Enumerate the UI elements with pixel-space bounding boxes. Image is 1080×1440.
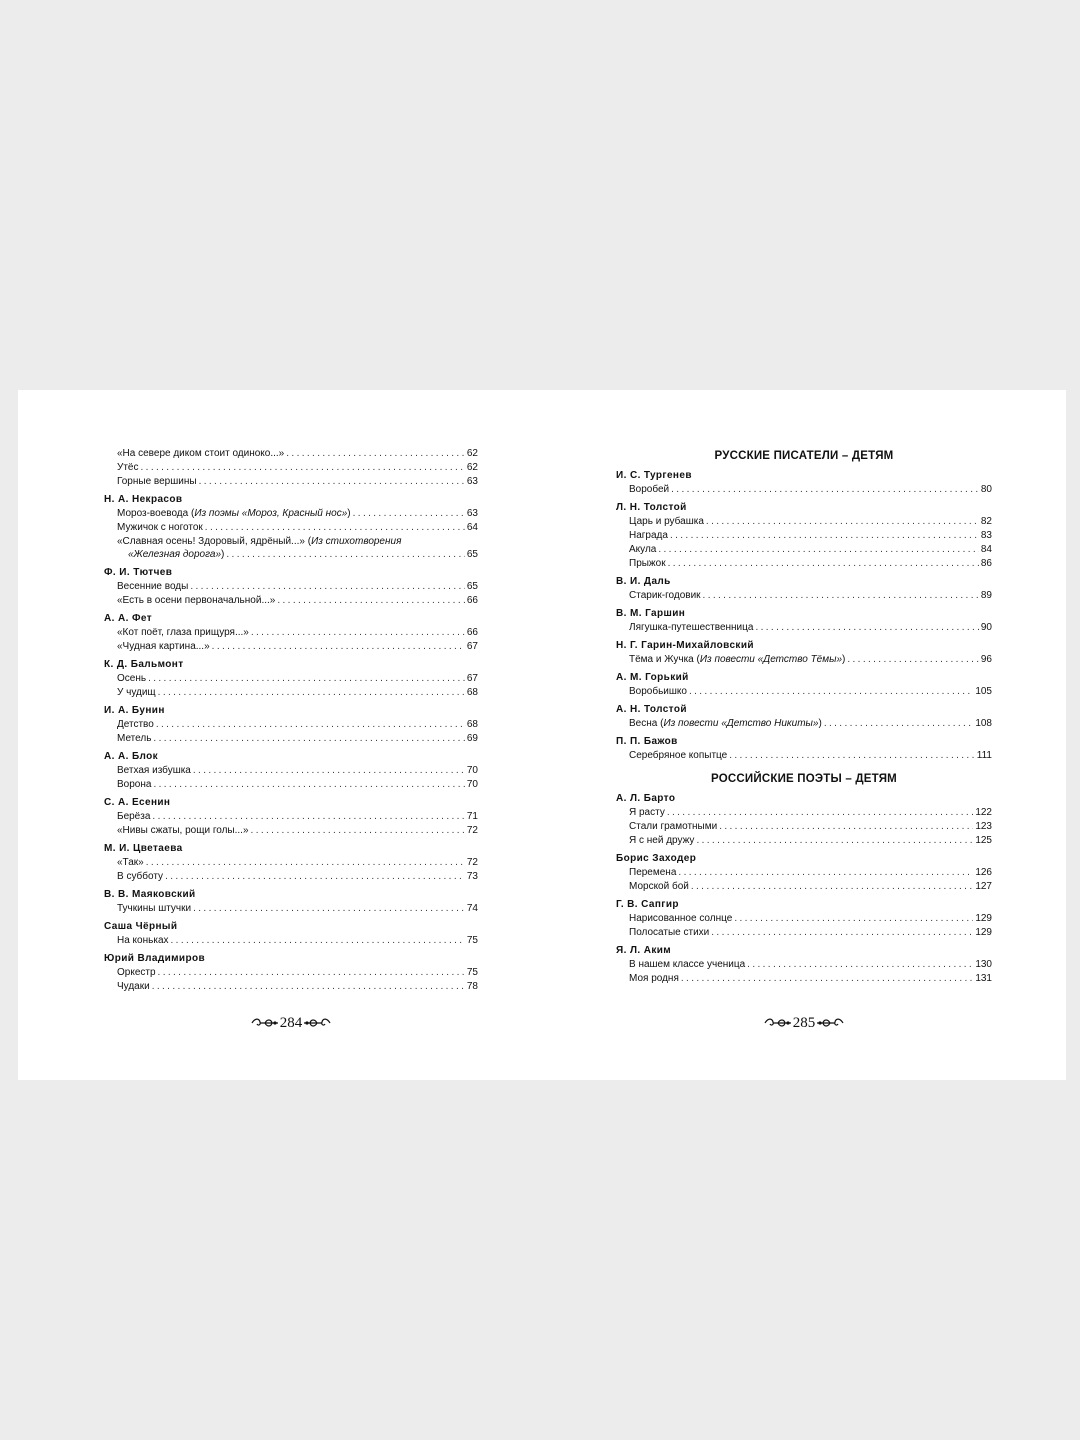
toc-entry	[104, 640, 478, 654]
entry-page: 86	[980, 558, 992, 569]
entry-title: Оркестр	[117, 967, 156, 978]
author-heading: П. П. Бажов	[616, 736, 678, 747]
toc-entry	[616, 958, 992, 972]
entry-page: 72	[466, 825, 478, 836]
entry-page: 66	[466, 595, 478, 606]
toc-entry	[104, 856, 478, 870]
dot-leader	[671, 483, 979, 497]
entry-title: Царь и рубашка	[629, 516, 704, 527]
toc-entry	[104, 521, 478, 535]
toc-entry	[104, 870, 478, 884]
toc-entry	[104, 580, 478, 594]
entry-page: 108	[975, 718, 992, 729]
entry-page: 129	[975, 913, 992, 924]
entry-title: Тёма и Жучка (Из повести «Детство Тёмы»)	[629, 654, 846, 665]
entry-page: 129	[975, 927, 992, 938]
entry-title: Утёс	[117, 462, 139, 473]
author-heading: А. М. Горький	[616, 672, 689, 683]
entry-page: 67	[466, 673, 478, 684]
entry-title: «Нивы сжаты, рощи голы...»	[117, 825, 249, 836]
flourish-left-icon	[764, 1017, 792, 1029]
toc-entry	[104, 810, 478, 824]
entry-page: 65	[466, 549, 478, 560]
dot-leader	[148, 672, 465, 686]
section-title: РУССКИЕ ПИСАТЕЛИ – ДЕТЯМ	[714, 450, 894, 462]
entry-title: Нарисованное солнце	[629, 913, 733, 924]
dot-leader	[158, 686, 465, 700]
entry-title: Осень	[117, 673, 147, 684]
dot-leader	[711, 926, 973, 940]
entry-title: Лягушка-путешественница	[629, 622, 754, 633]
dot-leader	[165, 870, 465, 884]
entry-title: «Так»	[117, 857, 144, 868]
toc-entry	[616, 717, 992, 731]
flourish-left-icon	[251, 1017, 279, 1029]
dot-leader	[193, 902, 465, 916]
flourish-right-icon	[816, 1017, 844, 1029]
dot-leader	[286, 447, 465, 461]
entry-page: 72	[466, 857, 478, 868]
entry-title: В субботу	[117, 871, 164, 882]
toc-entry	[104, 778, 478, 792]
toc-entry	[616, 557, 992, 571]
author-heading: Н. А. Некрасов	[104, 494, 183, 505]
entry-title: Мороз-воевода (Из поэмы «Мороз, Красный нос»)	[117, 508, 351, 519]
toc-entry	[104, 626, 478, 640]
dot-leader	[171, 934, 465, 948]
dot-leader	[667, 806, 973, 820]
entry-page: 82	[980, 516, 992, 527]
entry-title: Перемена	[629, 867, 677, 878]
author-heading: А. Н. Толстой	[616, 704, 687, 715]
entry-page: 90	[980, 622, 992, 633]
page-number-footer	[616, 1012, 992, 1032]
author-heading: Борис Заходер	[616, 853, 697, 864]
entry-page: 65	[466, 581, 478, 592]
toc-entry	[104, 764, 478, 778]
dot-leader	[205, 521, 465, 535]
entry-title: Воробьишко	[629, 686, 687, 697]
author-heading: В. В. Маяковский	[104, 889, 196, 900]
entry-page: 68	[466, 687, 478, 698]
entry-title: «На севере диком стоит одиноко...»	[117, 448, 285, 459]
entry-page: 63	[466, 476, 478, 487]
dot-leader	[153, 732, 464, 746]
entry-title: Полосатые стихи	[629, 927, 710, 938]
dot-leader	[847, 653, 979, 667]
dot-leader	[689, 685, 973, 699]
dot-leader	[226, 548, 464, 562]
dot-leader	[158, 966, 465, 980]
author-heading: Саша Чёрный	[104, 921, 178, 932]
entry-title: Ветхая избушка	[117, 765, 191, 776]
dot-leader	[755, 621, 978, 635]
dot-leader	[658, 543, 979, 557]
entry-title: Весенние воды	[117, 581, 189, 592]
entry-page: 69	[466, 733, 478, 744]
dot-leader	[251, 626, 465, 640]
entry-title: Я расту	[629, 807, 665, 818]
entry-title: Прыжок	[629, 558, 666, 569]
entry-title: Я с ней дружу	[629, 835, 695, 846]
dot-leader	[193, 764, 465, 778]
dot-leader	[696, 834, 973, 848]
dot-leader	[681, 972, 973, 986]
toc-entry	[616, 972, 992, 986]
toc-entry	[104, 718, 478, 732]
toc-entry	[616, 912, 992, 926]
entry-page: 63	[466, 508, 478, 519]
toc-entry	[616, 685, 992, 699]
entry-page: 62	[466, 462, 478, 473]
dot-leader	[353, 507, 465, 521]
author-heading: В. М. Гаршин	[616, 608, 686, 619]
entry-page: 62	[466, 448, 478, 459]
entry-title: «Чудная картина...»	[117, 641, 210, 652]
toc-entry	[104, 824, 478, 838]
toc-entry	[616, 880, 992, 894]
toc-entry	[616, 589, 992, 603]
entry-title: «Есть в осени первоначальной...»	[117, 595, 276, 606]
toc-entry	[616, 621, 992, 635]
entry-page: 78	[466, 981, 478, 992]
entry-title: Чудаки	[117, 981, 150, 992]
entry-title: На коньках	[117, 935, 169, 946]
author-heading: А. Л. Барто	[616, 793, 676, 804]
dot-leader	[691, 880, 973, 894]
author-heading: Юрий Владимиров	[104, 953, 206, 964]
dot-leader	[152, 980, 465, 994]
entry-page: 68	[466, 719, 478, 730]
entry-page: 127	[975, 881, 992, 892]
dot-leader	[747, 958, 973, 972]
entry-title: Мужичок с ноготок	[117, 522, 203, 533]
author-heading: К. Д. Бальмонт	[104, 659, 184, 670]
entry-title: Награда	[629, 530, 668, 541]
dot-leader	[152, 810, 464, 824]
entry-page: 75	[466, 967, 478, 978]
author-heading: И. С. Тургенев	[616, 470, 692, 481]
author-heading: М. И. Цветаева	[104, 843, 183, 854]
author-heading: Ф. И. Тютчев	[104, 567, 173, 578]
toc-entry	[104, 461, 478, 475]
toc-entry	[104, 672, 478, 686]
entry-title: Серебряное копытце	[629, 750, 728, 761]
left-toc	[104, 447, 478, 994]
entry-title: «Кот поёт, глаза прищуря...»	[117, 627, 249, 638]
dot-leader	[678, 866, 973, 880]
toc-entry	[104, 934, 478, 948]
entry-page: 96	[980, 654, 992, 665]
toc-entry	[104, 507, 478, 521]
entry-title: Стали грамотными	[629, 821, 718, 832]
entry-page: 66	[466, 627, 478, 638]
entry-page: 80	[980, 484, 992, 495]
entry-title: Моя родня	[629, 973, 679, 984]
toc-entry	[616, 926, 992, 940]
dot-leader	[668, 557, 979, 571]
toc-entry	[104, 475, 478, 489]
toc-entry	[104, 447, 478, 461]
author-heading: Я. Л. Аким	[616, 945, 672, 956]
entry-page: 64	[466, 522, 478, 533]
entry-title: Горные вершины	[117, 476, 197, 487]
entry-title: Акула	[629, 544, 657, 555]
entry-page: 125	[975, 835, 992, 846]
toc-entry	[104, 980, 478, 994]
entry-page: 84	[980, 544, 992, 555]
entry-title: Берёза	[117, 811, 151, 822]
entry-title-line2: «Железная дорога»)	[128, 549, 225, 560]
toc-entry	[616, 529, 992, 543]
dot-leader	[703, 589, 979, 603]
toc-entry	[616, 866, 992, 880]
toc-entry	[616, 806, 992, 820]
section-title: РОССИЙСКИЕ ПОЭТЫ – ДЕТЯМ	[711, 773, 897, 785]
right-toc	[616, 448, 992, 986]
dot-leader	[153, 778, 464, 792]
entry-page: 131	[975, 973, 992, 984]
entry-title: Метель	[117, 733, 152, 744]
toc-entry	[616, 834, 992, 848]
entry-page: 130	[975, 959, 992, 970]
book-spread	[18, 390, 1066, 1080]
toc-entry	[104, 594, 478, 608]
flourish-right-icon	[303, 1017, 331, 1029]
toc-entry	[616, 543, 992, 557]
toc-entry	[104, 902, 478, 916]
entry-page: 74	[466, 903, 478, 914]
entry-page: 70	[466, 779, 478, 790]
dot-leader	[729, 749, 975, 763]
entry-page: 123	[975, 821, 992, 832]
author-heading: Н. Г. Гарин-Михайловский	[616, 640, 754, 651]
page-number-footer	[104, 1012, 478, 1032]
toc-entry	[616, 515, 992, 529]
author-heading: А. А. Фет	[104, 613, 153, 624]
entry-page: 111	[976, 750, 992, 761]
entry-title: У чудищ	[117, 687, 156, 698]
author-heading: Л. Н. Толстой	[616, 502, 687, 513]
toc-entry	[104, 548, 478, 562]
entry-title-line1: «Славная осень! Здоровый, ядрёный...» (Из стихотворения	[117, 536, 402, 547]
toc-entry	[616, 820, 992, 834]
entry-page: 122	[975, 807, 992, 818]
entry-title: В нашем классе ученица	[629, 959, 746, 970]
author-heading: И. А. Бунин	[104, 705, 165, 716]
toc-entry	[104, 732, 478, 746]
dot-leader	[190, 580, 465, 594]
dot-leader	[734, 912, 973, 926]
entry-page: 70	[466, 765, 478, 776]
dot-leader	[156, 718, 465, 732]
author-heading: Г. В. Сапгир	[616, 899, 679, 910]
entry-page: 89	[980, 590, 992, 601]
entry-title: Воробей	[629, 484, 670, 495]
author-heading: С. А. Есенин	[104, 797, 171, 808]
entry-page: 71	[466, 811, 478, 822]
dot-leader	[706, 515, 979, 529]
author-heading: А. А. Блок	[104, 751, 159, 762]
toc-entry	[616, 749, 992, 763]
entry-title: Тучкины штучки	[117, 903, 192, 914]
dot-leader	[141, 461, 465, 475]
page-number: 284	[279, 1014, 303, 1031]
entry-title: Морской бой	[629, 881, 689, 892]
left-page	[104, 390, 478, 1080]
entry-title: Детство	[117, 719, 154, 730]
dot-leader	[212, 640, 465, 654]
page-number: 285	[792, 1014, 816, 1031]
dot-leader	[277, 594, 465, 608]
dot-leader	[719, 820, 973, 834]
entry-page: 73	[466, 871, 478, 882]
entry-title: Весна (Из повести «Детство Никиты»)	[629, 718, 822, 729]
entry-title: Ворона	[117, 779, 152, 790]
entry-page: 126	[975, 867, 992, 878]
dot-leader	[251, 824, 465, 838]
dot-leader	[670, 529, 979, 543]
dot-leader	[824, 717, 974, 731]
toc-entry	[104, 686, 478, 700]
entry-title: Старик-годовик	[629, 590, 701, 601]
entry-page: 75	[466, 935, 478, 946]
entry-page: 105	[975, 686, 992, 697]
dot-leader	[199, 475, 465, 489]
dot-leader	[146, 856, 465, 870]
author-heading: В. И. Даль	[616, 576, 671, 587]
toc-entry	[616, 653, 992, 667]
right-page	[616, 390, 992, 1080]
entry-page: 83	[980, 530, 992, 541]
toc-entry	[616, 483, 992, 497]
entry-page: 67	[466, 641, 478, 652]
toc-entry	[104, 966, 478, 980]
